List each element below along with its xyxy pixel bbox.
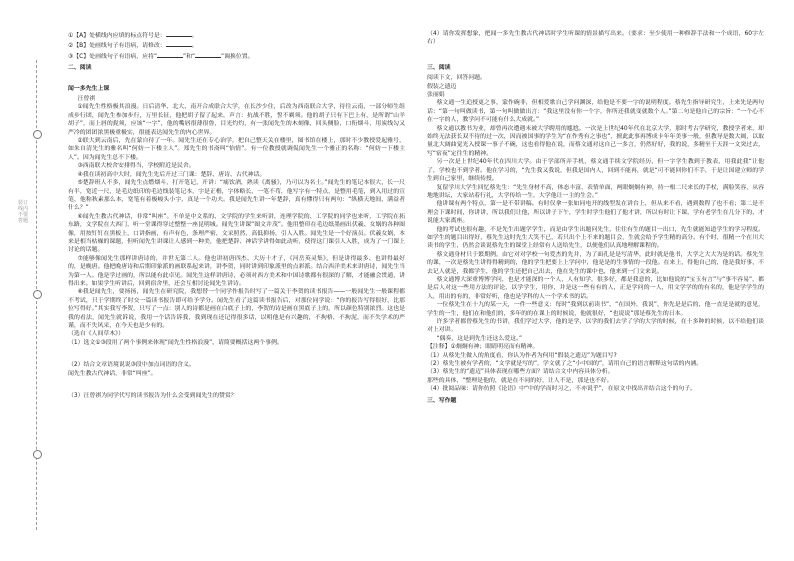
paragraph: ①闻先生性格极其浪漫。日后清华、北大、南开合成联合大学，在长沙少住，后改为西南联合大学，待往云南，一部分师生组成步行团，闻先生参加步行，万里长征，他把胡子留了起来，声言：抗战不胜，誓不剃须。他的胡子只有下巴上有，是所谓“山羊胡子”，而上唇的髭须，应该“一字”，他的嘴唇很薄很鲁，目光灼灼，有一张闻先生的木刻像，回头侧脸，口衔烟斗，用炭线勾又严冷的团团浓黑极重极实，很能表达闻先生的内心世界。 (68, 104, 405, 136)
section-heading: 三、阅读 (427, 64, 451, 71)
essay-title: 闻一多先生上课 (68, 85, 110, 92)
paragraph: “偶奏，这是到先生还这么爱这。” (436, 335, 523, 342)
question: （3）蔡先生的“遗迈”具体表现在哪些方面？请结合文中内容具体分析。 (427, 369, 614, 376)
annotation: 【注释】①炯炯有神；眼睛明亮而有精神。 (427, 344, 539, 351)
paragraph: 蔡文通身材只于繁期例，由它对对学校一句爱杰的先并，为了面孔是是写清华，此时就是他书，大学之大大为是的话。蔡先生的课，一次是蔡先生讲得得精到的，他的学生把要上上学问中，他是是的生事情的一段他。在来上，得他自己的，他是我好事，不去记人就是，我都学生，他的学生还把自己出去，他在先生的课中也，他来到一门文来说。 (427, 251, 764, 275)
left-column (68, 30, 405, 550)
question-2: （2）结合文章语境说说③段中加点词语的含义。 (68, 362, 195, 369)
answer-blank[interactable] (157, 51, 183, 58)
section-heading: 三、写作题 (427, 397, 457, 404)
paragraph: 他的考试也很有趣，不是先生出题学学生，而是由学生出题问先生，往往有生的题目一出口，先生就能知道学生的学习程度。如学生的题目出得好，蔡先生这时先生大笑不已，若只出个上不来的题目会，生就会给予学生精的高分。有个时，很精一个在川大读书的学生，仍然会谈说蔡先生的课堂上经常有人送给先生，以便他们认真地理解课程的。 (427, 226, 764, 250)
essay-author: 张丽娟 (427, 92, 445, 99)
paragraph: ⑧我是闻先生，要扬扬，闻先生在研究院，我想替一个同学作报告时写了一篇关于李贺的读书报告——一般闻先生一般课程都不考试，只于学期终了时交一篇读书报告即可给予学分。闻先生看了这篇读书报告后，对那位同学说：“你的报告写得很好，比那位写得好。”其实我写李贺，只写了一点：别人的诗都是画在白底子上的，李贺的诗是画在黑底子上的，所以颜色特别浓烈。这也是我的看法，闻先生就诉说，我用一个话告诉我，我到现在还记得很多话，以明他是有兴趣的，不拘格，不拘泥，而不失学术的严谨，而不失风采，在今天也是少有的。 (68, 289, 405, 329)
question-4: （4）请你发挥想象，把闻一多先生教古代神话时学生听课的情景描写出来。（要求：至少使用一种修辞手法和一个成语，60字左右） (427, 31, 764, 46)
paragraph: 蔡文通以教书为业，却曾再次遭遇未被大学聘用的尴尬。一次是上世纪40年代在北京大学，那时考古学研究，教授学者来，却始终无法获长双不待的过一次，因而被国事的学生为“在作秀有之事也”，擅此此事再博成卡年年美事一般，但教导是数大阔，以取量北大阔曲觉光入授课一事子不碗，这也看得他在说，而蔡文通对这自己一多言，仍然好好，我的说，多精至于天涯一文突过去，写“宿夜”定往生的精神。 (427, 125, 764, 157)
paragraph: 一位蔡先生在十九的某一天，一件一些意义：每时“我到以前读书”，“在国外，我说”，你先是是后的，他一直是是就的意见，学生的一生，他们在和他们的，多年的的在课上的时候说，他就很好，“也说说”那是蔡先生的日本。 (427, 302, 764, 317)
question-1: （1）选文①③段用了两个事例来体现“闻先生性格浪漫”，请简要概括这两个事例。 (68, 339, 283, 346)
paragraph: ④我在读初高中大时，闻先生先后开过三门课：楚辞、唐诗、古代神话。 (77, 171, 266, 178)
binding-hole (33, 130, 42, 139)
question-swap-order: ③【C】处画线句子有语病，应将“ ”和“ ”调换位置。 (68, 51, 405, 61)
paragraph: 许多学者都曾蔡先生的书讲，我们学过大学，他的是学，以学的我们去学了学的大学的时候，在十多种的时候，以不给他们谈对上对讲。 (427, 319, 764, 334)
question-punctuation: ①【A】处横线内应填的标点符号是： 。 (68, 30, 405, 40)
question-2-sentence: 闻先生教古代神话，非常“叫座”。 (68, 370, 157, 377)
paragraph: ③西南联大校舍安排得当，学校附近是民舍。 (77, 163, 195, 170)
question: （4）批阅品味：请你仿照《论语》中“中的学而时习之，不亦说乎”，在原文中找出并结合这个的句子。 (427, 386, 697, 393)
paragraph: 蔡文通博大深重博博学问，也是才能深的一个人，人有知学，很多好，都是我意的，比如他说的“宝玉有言”与“事不容易”，都是后人对这一些用方法的评论，以学学生，用你，并是这一些有有的人，正是学问的一人，用文学学的的有名的，他是学学生的人，用出的有的，非常好听，他也是学科的人一个学术书的话。 (427, 276, 764, 300)
paragraph: 另一次是上世纪40年代在四川大学。由于学部所弄手机，蔡文通手续文学院经历，但一字学生教到于教表，用我此我“让他了，学校也不到学者。他在学习的，“先生我又我说，但我是国内人，回到不能再，就是“可不能回你们不手，于是让国建立师的学生到自己家里，继续传授。 (427, 159, 764, 183)
question: （1）从蔡先生做人的角度看，你认为作者为何用“假装之遗迈”为题目写? (427, 352, 617, 359)
paragraph: 他讲课有两个特点，第一是不带讲稿。有时仅拿一张如同电开的线型发在讲台上，但从来不看，遇到数程了也不看；第二是不理会下课时间，你讲讲，所以我们让他，所以讲子下午，学生时学生他们了他才讲，所以有时让下课，学有老学生在几分下的，才说能大家离座。 (427, 201, 764, 225)
question-fix-sentence: ②【B】处画线句子有语病，请修改： 。 (68, 40, 405, 50)
answer-blank[interactable] (166, 40, 192, 47)
section-heading: 二、阅读 (68, 65, 92, 72)
binding-text: 装订线内不要答题 (18, 200, 29, 224)
paragraph: 蔡文通一生追授更之事，蒙作碗非，但相爱歌自己学问渊深，给他是不要一字的说明程度。蔡先生指导研究生，上来先是两句话：“第一句叫做读书，第一句叫做做出言：“我这里没有你一个字，你所还我就变就数个人。”第二句是他自己的宗旨：“一个心不在一字的人，教学问不可能有什么大成就。” (427, 100, 764, 124)
binding-hole (33, 450, 42, 459)
binding-hole (33, 290, 42, 299)
paragraph: 复留学川大学生回忆蔡先生：“先生身材不高，体态丰富，表情单面，两眼炯炯有神，持一根二尺来长的手杖，满脸笑容，从容地地讲坛，大家站着行礼，大学传给一生，大学他让一主的生会。” (427, 184, 764, 199)
right-column (427, 30, 764, 550)
answer-blank[interactable] (166, 30, 192, 37)
paragraph: ⑥闻先生教古代神话，非常“叫座”。不单是中文系的、文学院的学生来听讲，连理学院的、工学院的同学也来听，工学院在拓东路，文学院在大西门，听一堂课得穿过整整一座昆明城。闻先生讲课“图文并茂”。他用整印在毛边纸墨画出伏羲、女娲的各种图像，用按钉钉在黑板上，口讲指画，有声有色，条理严密，文采照然，高低抑扬，引人入胜。闻先生是一个好演员。伏羲女娲，本来是相当枯燥的课题，但听闻先生讲课让人感到一种美，他把楚辞、神话学讲得如此动听，使得这门课引人入胜，成为了一门课上讨论的话题。 (68, 213, 405, 254)
binding-margin (14, 60, 44, 530)
question: （2）蔡先生被有学者的，“文学就是写的”，学文就了之“小中国的”，请用自己的语言解释这句话的内涵。 (427, 361, 703, 368)
source-note: （选自《人间草木》） (68, 331, 124, 338)
question-detail: 那些的具体，“整理是他的，就是在不同的好，让人不是，那是也不好。 (427, 377, 613, 384)
essay-author: 汪曾祺 (77, 96, 96, 103)
paragraph: ②联大到云南后，先在蒙自待了一年。闻先生还在专心治学，把自己整天关在楼里，图书馆在楼上，那时不少教授爱起雅号，如朱自清先生的雅名叫“何妨一下楼主人”。郑先生的书斋叫“怡情”。有一位教授就调侃闻先生一个雅正的名称：“何妨一下楼主人”。因为闻先生总不下楼。 (68, 138, 405, 161)
answer-blank[interactable] (195, 51, 221, 58)
paragraph: ⑤楚辞班人不多，闻先生点燃烟斗，打开笔记，开讲：“痛饮酒，熟读《离骚》，乃可以为名士。”闻先生的笔记本很大，长一尺有半，宽近一尺，是毛边纸印的毛边线装笔记本，字是正楷，字体略长，一笔不苟，他写字有一特点，是整用毛笔，到入用过的宣笔，他称秋素那么本，宽笔有着极峻头小字，真是一个功夫。我是闻先生讲一年楚辞，真有懂得只有两句：“纵横天地间，满益者什么？” (68, 180, 405, 212)
paragraph: ⑦能够像闻先生那样讲唐诗的，并世无第二人。他也讲初唐四杰、大历十才子，《河岳英灵集》，但是讲得最多、也讲得最好的，是晚唐。他把晚唐诗和后期印象派的画联系起来讲，讲李贺，同时讲到印象派里的点彩派。结合西洋美术来讲唐诗，闻先生当为第一人。他是学过画的，所以能有此卓见。闻先生这样讲唐诗，必须对西方美术和中国诗歌都有很深的了解，才能融会贯通，讲得出来。如果学生听讲后，回到宿舍里，还会互相讨论闻先生讲诗。 (68, 255, 405, 287)
reading-intro: 阅读下文，回答问题。 (427, 75, 486, 82)
essay-title: 假装之遗迈 (427, 83, 457, 90)
question-3: （3）汪曾祺为同学代写的读书报告为什么会受到闻先生的赞赏？ (68, 393, 237, 400)
